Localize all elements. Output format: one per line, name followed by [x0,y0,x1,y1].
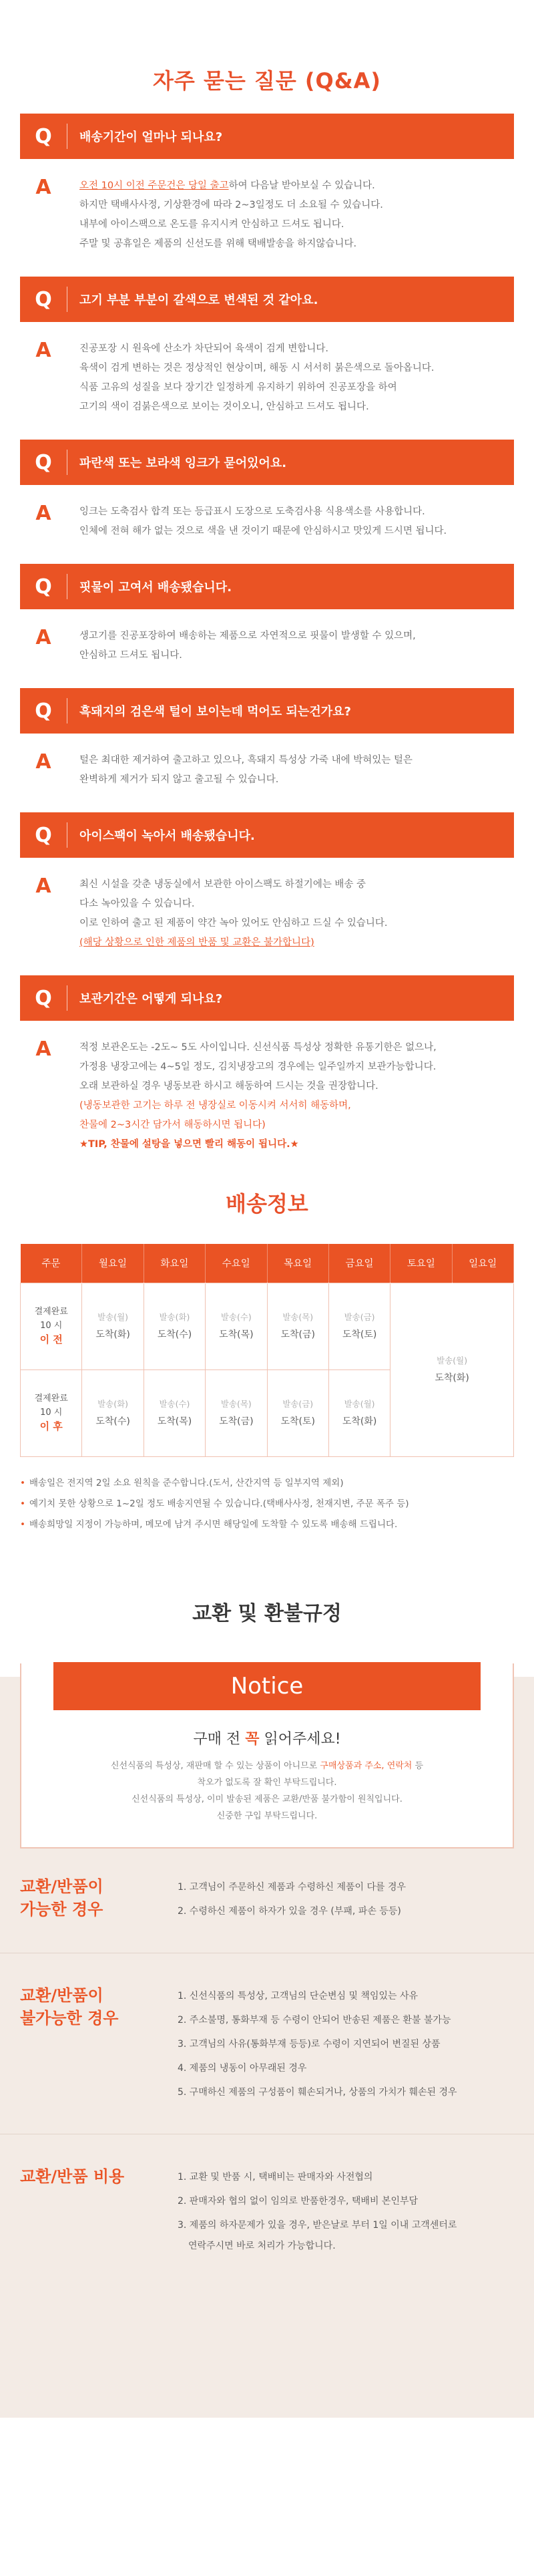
answer-text [67,339,435,417]
order-time-cell [21,1283,82,1370]
shipping-notes [20,1473,514,1535]
question-text: 고기 부분 부분이 갈색으로 변색된 것 같아요. [79,293,318,307]
answer-line: 완벽하게 제거가 되지 않고 출고될 수 있습니다. [79,774,279,785]
ship-date: 발송(화) [159,1312,190,1322]
faq-item [20,812,514,953]
shipping-day-cell [328,1283,390,1370]
answer-row [20,485,514,541]
policy-section [0,1862,534,1953]
faq-list [0,114,534,1154]
faq-item [20,114,514,254]
arrival-date: 도착(수) [95,1416,130,1427]
policy-item: 1. 신선식품의 특성상, 고객님의 단순변심 및 책임있는 사유 [178,1990,419,2001]
answer-line-rest: 하여 다음날 받아보실 수 있습니다. [228,180,375,191]
ship-date: 발송(수) [159,1399,190,1409]
answer-row [20,734,514,790]
notice-body [21,1758,513,1824]
question-bar [20,440,514,485]
question-text: 핏물이 고여서 배송됐습니다. [79,581,232,595]
policy-item: 3. 제품의 하자문제가 있을 경우, 받은날로 부터 1일 이내 고객센터로 [178,2219,457,2231]
faq-title: 자주 묻는 질문 (Q&A) [152,68,382,94]
notice-line [21,1791,513,1808]
answer-marker: A [35,1037,51,1061]
arrival-date: 도착(화) [95,1329,130,1340]
answer-marker: A [35,502,51,525]
shipping-day-cell [328,1370,390,1456]
weekend-cell [390,1283,514,1456]
arrival-date: 도착(토) [280,1416,315,1427]
notice-tab: Notice [53,1662,481,1710]
policy-item: 4. 제품의 냉동이 아무래된 경우 [178,2062,307,2074]
question-text: 아이스팩이 녹아서 배송됐습니다. [79,829,255,843]
notice-line-before: 신중한 구입 부탁드립니다. [216,1810,318,1821]
question-text: 배송기간이 얼마나 되나요? [79,130,223,144]
question-bar [20,564,514,609]
policy-label-line: 교환/반품이 [20,1877,103,1896]
shipping-day-cell [267,1370,328,1456]
policy-items [174,1984,457,2104]
shipping-header-cell: 금요일 [328,1244,390,1283]
order-time-cutoff: 이 전 [39,1333,63,1345]
answer-line: 최신 시설을 갖춘 냉동실에서 보관한 아이스팩도 하절기에는 배송 중 [79,879,366,890]
arrival-date: 도착(토) [342,1329,377,1340]
notice-line [21,1808,513,1824]
shipping-table-header [21,1244,514,1283]
faq-item [20,564,514,665]
policy-section [0,2134,534,2284]
policy-label-line: 불가능한 경우 [20,2008,119,2028]
faq-item [20,277,514,417]
policy-item: 5. 구매하신 제품의 구성품이 훼손되거나, 상품의 가치가 훼손된 경우 [178,2086,457,2098]
notice-lead [21,1728,513,1748]
exchange-title: 교환 및 환불규정 [192,1601,342,1625]
answer-row [20,159,514,254]
shipping-day-cell [267,1283,328,1370]
question-marker: Q [35,699,52,723]
faq-item [20,688,514,790]
policy-item: 2. 수령하신 제품이 하자가 있을 경우 (부패, 파손 등등) [178,1905,401,1917]
notice-line [21,1774,513,1791]
ship-date: 발송(화) [97,1399,129,1409]
answer-marker: A [35,874,51,898]
ship-date: 발송(월) [344,1399,375,1409]
question-text: 보관기간은 어떻게 되나요? [79,992,223,1006]
answer-row [20,322,514,417]
shipping-day-cell [82,1370,144,1456]
answer-line: 가정용 냉장고에는 4~5일 정도, 김치냉장고의 경우에는 일주일까지 보관가능합니다. [79,1062,437,1072]
shipping-day-cell [144,1283,205,1370]
answer-line: 인체에 전혀 해가 없는 것으로 색을 낸 것이기 때문에 안심하시고 맛있게 드시면 됩니다. [79,526,447,536]
policy-label-line: 교환/반품이 [20,1985,103,2005]
ship-date: 발송(월) [97,1312,129,1322]
answer-line [79,1096,437,1116]
shipping-title: 배송정보 [226,1191,308,1217]
faq-item [20,975,514,1154]
answer-line: 안심하고 드셔도 됩니다. [79,650,182,661]
shipping-header-cell: 일요일 [452,1244,513,1283]
arrival-date: 도착(금) [280,1329,315,1340]
policy-item: 연락주시면 바로 처리가 가능합니다. [188,2240,336,2251]
shipping-note: • 예기치 못한 상황으로 1~2일 정도 배송지연될 수 있습니다.(택배사사정, 천재지변, 주문 폭주 등) [20,1494,514,1514]
answer-marker: A [35,176,51,199]
answer-marker: A [35,626,51,649]
weekend-ship-date: 발송(월) [437,1355,468,1365]
answer-marker: A [35,750,51,774]
policy-label-line: 가능한 경우 [20,1899,103,1919]
notice-lead-emph: 꼭 [245,1730,260,1748]
notice-line-before: 신선식품의 특성상, 재판매 할 수 있는 상품이 아니므로 [110,1760,320,1771]
order-time-top: 결제완료 [34,1394,68,1404]
policy-items [174,2165,457,2255]
policy-item: 3. 고객님의 사유(통화부재 등등)로 수령이 지연되어 변질된 상품 [178,2038,441,2050]
exchange-sections [0,1862,534,2284]
order-time-cutoff: 이 후 [39,1420,63,1432]
arrival-date: 도착(금) [219,1416,254,1427]
answer-line [79,1116,437,1135]
answer-line: 고기의 색이 검붉은색으로 보이는 것이오니, 안심하고 드셔도 됩니다. [79,401,369,412]
policy-label [20,2165,174,2255]
answer-line [79,176,383,196]
ship-date: 발송(목) [282,1312,314,1322]
shipping-day-cell [206,1283,267,1370]
answer-text [67,176,383,254]
answer-line: 내부에 아이스팩으로 온도를 유지시켜 안심하고 드셔도 됩니다. [79,219,344,230]
answer-row [20,858,514,953]
ship-date: 발송(목) [220,1399,252,1409]
shipping-row [21,1283,514,1370]
question-marker: Q [35,450,52,474]
answer-line: 진공포장 시 원육에 산소가 차단되어 육색이 검게 변합니다. [79,343,329,354]
question-bar [20,688,514,734]
shipping-header-cell: 월요일 [82,1244,144,1283]
shipping-day-cell [82,1283,144,1370]
answer-row [20,609,514,665]
question-text: 파란색 또는 보라색 잉크가 묻어있어요. [79,456,287,470]
notice-line-before: 신선식품의 특성상, 이미 발송된 제품은 교환/반품 불가함이 원칙입니다. [131,1794,403,1804]
shipping-header-cell: 화요일 [144,1244,205,1283]
notice-line [21,1758,513,1774]
answer-marker: A [35,339,51,362]
notice-highlight: 구매상품과 주소, 연락처 [320,1760,413,1771]
policy-item: 1. 고객님이 주문하신 제품과 수령하신 제품이 다를 경우 [178,1881,407,1893]
answer-line: 생고기를 진공포장하여 배송하는 제품으로 자연적으로 핏물이 발생할 수 있으며, [79,631,416,641]
policy-item: 1. 교환 및 반품 시, 택배비는 판매자와 사전협의 [178,2171,373,2183]
shipping-header-cell: 주문 [21,1244,82,1283]
arrival-date: 도착(수) [157,1329,192,1340]
shipping-note: • 배송희망일 지정이 가능하며, 메모에 남겨 주시면 해당일에 도착할 수 있도록 배송해 드립니다. [20,1514,514,1535]
answer-highlight: (해당 상황으로 인한 제품의 반품 및 교환은 불가합니다) [79,937,314,948]
question-bar [20,812,514,858]
notice-lead-after: 읽어주세요! [259,1730,341,1748]
policy-item: 2. 주소불명, 통화부재 등 수령이 안되어 반송된 제품은 환불 불가능 [178,2014,451,2026]
policy-label-line: 교환/반품 비용 [20,2166,125,2186]
answer-text [67,627,416,665]
ship-date: 발송(금) [282,1399,314,1409]
answer-line: 식품 고유의 성질을 보다 장기간 일정하게 유지하기 위하여 진공포장을 하여 [79,382,397,393]
shipping-day-cell [206,1370,267,1456]
policy-items [174,1875,406,1923]
answer-line: 다소 녹아있을 수 있습니다. [79,899,195,909]
question-marker: Q [35,986,52,1010]
order-time-top: 결제완료 [34,1307,68,1317]
answer-highlight: (냉동보관한 고기는 하루 전 냉장실로 이동시켜 서서히 해동하며, [79,1100,351,1111]
policy-label [20,1875,174,1923]
arrival-date: 도착(목) [157,1416,192,1427]
notice-lead-before: 구매 전 [193,1730,246,1748]
answer-text [67,751,413,790]
shipping-table [20,1244,514,1457]
shipping-header-cell: 수요일 [206,1244,267,1283]
answer-line [79,933,388,953]
shipping-note: • 배송일은 전지역 2일 소요 원칙을 준수합니다.(도서, 산간지역 등 일부지역 제외) [20,1473,514,1494]
shipping-day-cell [144,1370,205,1456]
policy-section [0,1953,534,2134]
question-marker: Q [35,124,52,148]
question-marker: Q [35,575,52,599]
question-text: 흑돼지의 검은색 털이 보이는데 먹어도 되는건가요? [79,705,351,719]
question-bar [20,277,514,322]
answer-text [67,1038,437,1154]
answer-highlight: 찬물에 2~3시간 담가서 해동하시면 됩니다) [79,1120,266,1130]
order-time-mid: 10 시 [40,1408,63,1418]
answer-line: 오래 보관하실 경우 냉동보관 하시고 해동하여 드시는 것을 권장합니다. [79,1081,378,1092]
shipping-header-cell: 목요일 [267,1244,328,1283]
notice-line-before: 착오가 없도록 잘 확인 부탁드립니다. [197,1777,337,1788]
answer-line: 이로 인하여 출고 된 제품이 약간 녹아 있어도 안심하고 드실 수 있습니다. [79,918,388,929]
answer-highlight: 오전 10시 이전 주문건은 당일 출고 [79,180,229,191]
faq-item [20,440,514,541]
answer-text [67,875,388,953]
notice-box [20,1663,514,1848]
shipping-header-cell: 토요일 [390,1244,452,1283]
answer-line: 잉크는 도축검사 합격 또는 등급표시 도장으로 도축검사용 식용색소를 사용합니다. [79,506,425,517]
policy-item: 2. 판매자와 협의 없이 임의로 반품한경우, 택배비 본인부담 [178,2195,419,2207]
notice-line-after: 등 [412,1760,424,1771]
weekend-arrival-date: 도착(화) [435,1373,469,1384]
ship-date: 발송(금) [344,1312,375,1322]
answer-line: 육색이 검게 변하는 것은 정상적인 현상이며, 해동 시 서서히 붉은색으로 돌아옵니다. [79,363,435,373]
question-marker: Q [35,823,52,847]
question-bar [20,975,514,1021]
answer-row [20,1021,514,1154]
answer-line: 하지만 택배사사정, 기상환경에 따라 2~3일정도 더 소요될 수 있습니다. [79,200,383,210]
answer-line: 적정 보관온도는 -2도~ 5도 사이입니다. 신선식품 특성상 정확한 유통기한은 없으나, [79,1042,437,1053]
policy-label [20,1984,174,2104]
answer-text [67,502,447,541]
question-bar [20,114,514,159]
page-bottom-fill [0,2284,534,2418]
ship-date: 발송(수) [220,1312,252,1322]
arrival-date: 도착(화) [342,1416,377,1427]
order-time-mid: 10 시 [40,1321,63,1331]
answer-line: 털은 최대한 제거하여 출고하고 있으나, 흑돼지 특성상 가죽 내에 박혀있는 털은 [79,755,413,766]
answer-line: 주말 및 공휴일은 제품의 신선도를 위해 택배발송을 하지않습니다. [79,238,357,249]
answer-line [79,1135,437,1154]
order-time-cell [21,1370,82,1456]
question-marker: Q [35,287,52,311]
answer-tip: ★TIP, 찬물에 설탕을 넣으면 빨리 해동이 됩니다.★ [79,1139,299,1150]
arrival-date: 도착(목) [219,1329,254,1340]
notice-section [0,1663,534,1862]
